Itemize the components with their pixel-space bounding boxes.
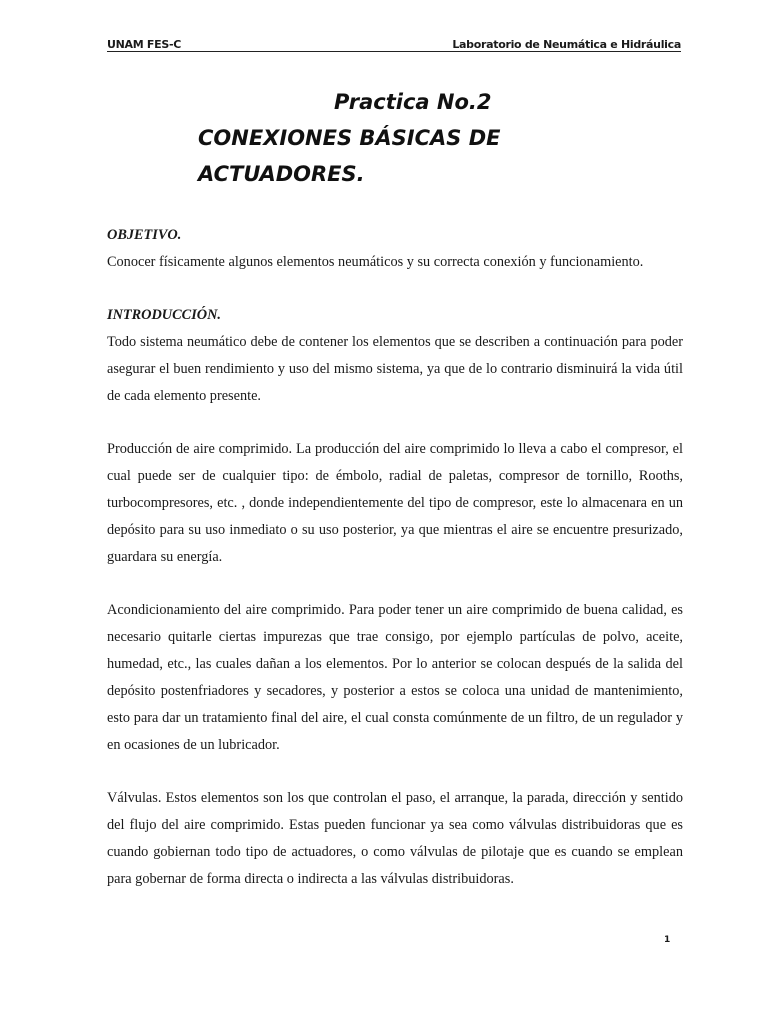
objetivo-text: Conocer físicamente algunos elementos neumáticos y su correcta conexión y funcionamiento. [107,254,644,270]
header-lab-name: Laboratorio de Neumática e Hidráulica [452,38,681,51]
page-header [107,38,681,52]
intro-paragraph-1: Todo sistema neumático debe de contener los elementos que se describen a continuación para poder asegurar el buen rendimiento y uso del mismo sistema, ya que de lo contrario disminuirá la vida útil de cada elemento presente. [107,334,683,404]
objetivo-heading: OBJETIVO. [107,227,182,243]
title-topic-line1: CONEXIONES BÁSICAS DE [198,126,501,150]
title-practice-number: Practica No.2 [334,90,492,114]
title-topic-line2: ACTUADORES. [198,162,365,186]
intro-paragraph-4: Válvulas. Estos elementos son los que controlan el paso, el arranque, la parada, dirección y sentido del flujo del aire comprimido. Estas pueden funcionar ya sea como válvulas distribuidoras que es cuando gobiernan todo tipo de actuadores, o como válvulas de pilotaje que es cuando se emplean para gobernar de forma directa o indirecta a las válvulas distribuidoras. [107,790,683,887]
header-institution: UNAM FES-C [107,38,182,51]
intro-paragraph-3: Acondicionamiento del aire comprimido. Para poder tener un aire comprimido de buena calidad, es necesario quitarle ciertas impurezas que trae consigo, por ejemplo partículas de polvo, aceite, humedad, etc., las cuales dañan a los elementos. Por lo anterior se colocan después de la salida del depósito postenfriadores y secadores, y posterior a estos se coloca una unidad de mantenimiento, esto para dar un tratamiento final del aire, el cual consta comúnmente de un filtro, de un regulador y en ocasiones de un lubricador. [107,602,683,753]
introduccion-heading: INTRODUCCIÓN. [107,307,221,323]
page-number: 1 [664,935,671,945]
intro-paragraph-2: Producción de aire comprimido. La producción del aire comprimido lo lleva a cabo el compresor, el cual puede ser de cualquier tipo: de émbolo, radial de paletas, compresor de tornillo, Rooths, turbocompresores, etc. , donde independientemente del tipo de compresor, este lo almacenara en un depósito para su uso inmediato o su uso posterior, ya que mientras el aire se encuentre presurizado, guardara su energía. [107,441,683,565]
